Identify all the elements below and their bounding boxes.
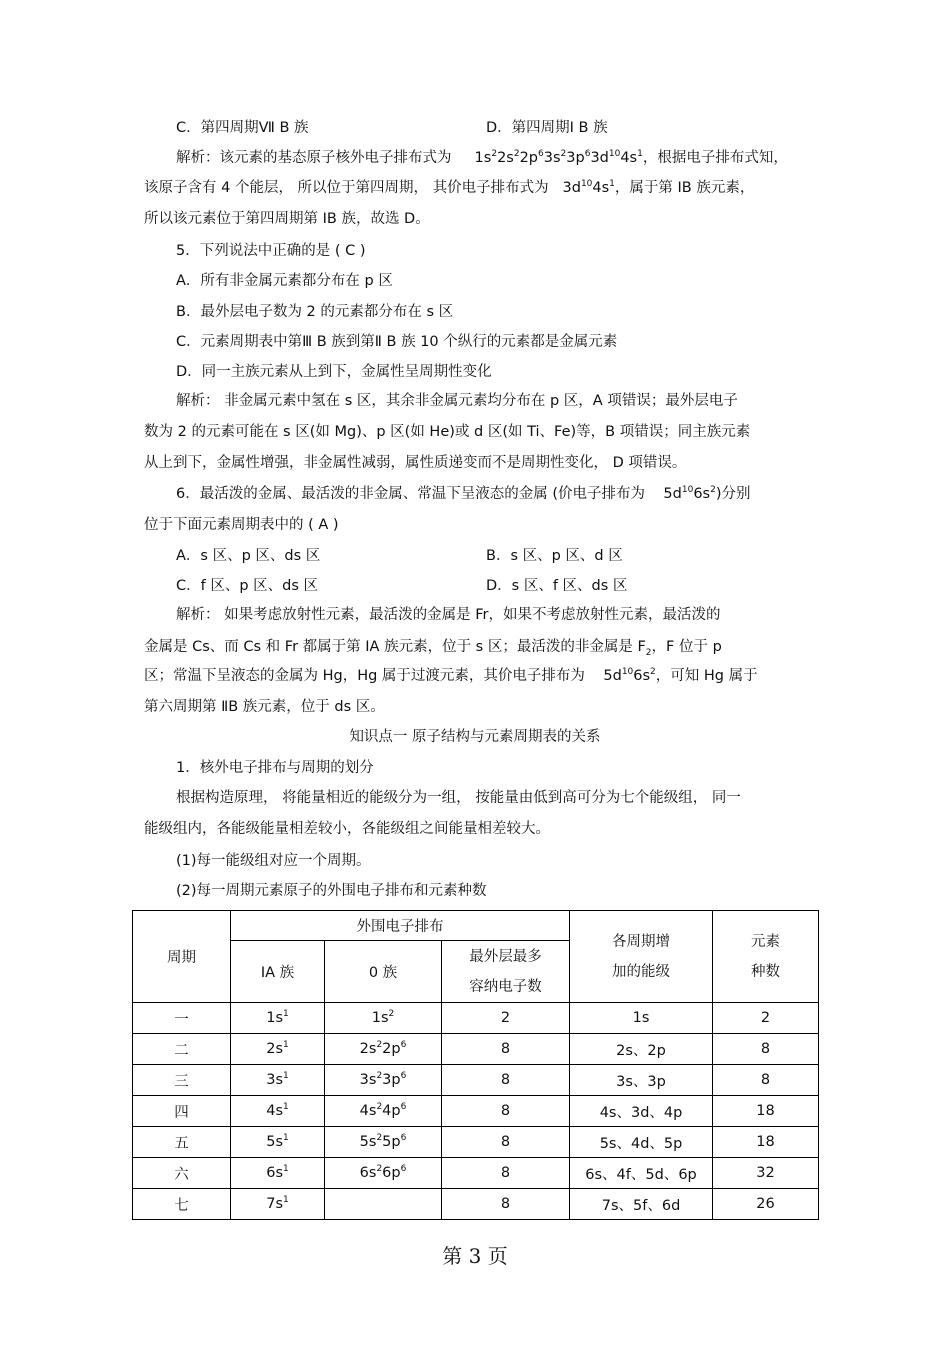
cell-period: 三 [133, 1065, 231, 1096]
header-period: 周期 [133, 911, 231, 1003]
cell-levels: 7s、5f、6d [570, 1189, 713, 1220]
cell-count: 2 [713, 1003, 819, 1034]
explanation-line: 从上到下，金属性增强，非金属性减弱，属性质递变而不是周期性变化， D 项错误。 [144, 455, 687, 471]
cell-ia-config: $1s^1$ [231, 1003, 325, 1034]
table-row [133, 1189, 819, 1220]
cell-max: 8 [442, 1034, 570, 1065]
explanation-line: 区；常温下呈液态的金属为 Hg，Hg 属于过渡元素，其价电子排布为 $5d^{10}6s^2$，可知 Hg 属于 [144, 667, 758, 684]
cell-count: 8 [713, 1065, 819, 1096]
cell-period: 七 [133, 1189, 231, 1220]
cell-zero-config: $1s^2$ [325, 1003, 442, 1034]
cell-zero-config: $5s^25p^6$ [325, 1127, 442, 1158]
subheading: 1．核外电子排布与周期的划分 [176, 760, 374, 776]
table-row [133, 1158, 819, 1189]
option-b: B．s 区、p 区、d 区 [486, 548, 623, 564]
cell-ia-config: $7s^1$ [231, 1189, 325, 1220]
option-d: D．同一主族元素从上到下，金属性呈周期性变化 [176, 364, 492, 380]
cell-zero-config: $3s^23p^6$ [325, 1065, 442, 1096]
option-d: D．第四周期Ⅰ B 族 [486, 120, 608, 136]
header-added-levels: 各周期增 加的能级 [570, 911, 713, 1003]
option-a: A．所有非金属元素都分布在 p 区 [176, 273, 393, 289]
cell-max: 8 [442, 1065, 570, 1096]
cell-ia-config: $2s^1$ [231, 1034, 325, 1065]
header-group-zero: 0 族 [325, 941, 442, 1003]
cell-max: 8 [442, 1189, 570, 1220]
explanation-line: 解析：该元素的基态原子核外电子排布式为 $1s^22s^22p^63s^23p^63d^{10}4s^1$，根据电子排布式知， [176, 149, 788, 166]
cell-ia-config: $3s^1$ [231, 1065, 325, 1096]
cell-period: 一 [133, 1003, 231, 1034]
cell-period: 六 [133, 1158, 231, 1189]
explanation-line: 解析： 非金属元素中氢在 s 区，其余非金属元素均分布在 p 区，A 项错误；最外层电子 [176, 393, 738, 409]
cell-zero-config: $4s^24p^6$ [325, 1096, 442, 1127]
cell-max: 8 [442, 1127, 570, 1158]
list-item: (1)每一能级组对应一个周期。 [176, 853, 371, 869]
header-max-electrons: 最外层最多 容纳电子数 [442, 941, 570, 1003]
explanation-line: 所以该元素位于第四周期第 ⅠB 族，故选 D。 [144, 211, 430, 227]
cell-period: 五 [133, 1127, 231, 1158]
cell-levels: 3s、3p [570, 1065, 713, 1096]
cell-period: 四 [133, 1096, 231, 1127]
section-title: 知识点一 原子结构与元素周期表的关系 [349, 729, 601, 745]
option-a: A．s 区、p 区、ds 区 [176, 548, 321, 564]
header-group-ia: ⅠA 族 [231, 941, 325, 1003]
table-row [133, 1096, 819, 1127]
cell-period: 二 [133, 1034, 231, 1065]
paragraph-line: 能级组内，各能级能量相差较小，各能级组之间能量相差较大。 [144, 821, 550, 837]
table-row [133, 1127, 819, 1158]
question-5-stem: 5．下列说法中正确的是 ( C ) [176, 243, 366, 259]
cell-zero-config: $2s^22p^6$ [325, 1034, 442, 1065]
cell-ia-config: $5s^1$ [231, 1127, 325, 1158]
cell-max: 2 [442, 1003, 570, 1034]
cell-zero-config: $6s^26p^6$ [325, 1158, 442, 1189]
option-c: C．f 区、p 区、ds 区 [176, 578, 319, 594]
table-row [133, 1034, 819, 1065]
explanation-line: 金属是 Cs、而 Cs 和 Fr 都属于第 ⅠA 族元素，位于 s 区；最活泼的非金属是 $F_2$，F 位于 p [144, 639, 722, 658]
cell-levels: 5s、4d、5p [570, 1127, 713, 1158]
cell-count: 26 [713, 1189, 819, 1220]
cell-zero-config [325, 1189, 442, 1220]
list-item: (2)每一周期元素原子的外围电子排布和元素种数 [176, 883, 487, 899]
explanation-line: 第六周期第 ⅡB 族元素，位于 ds 区。 [144, 699, 385, 715]
period-table [132, 910, 819, 1220]
cell-levels: 6s、4f、5d、6p [570, 1158, 713, 1189]
header-outer-config: 外围电子排布 [231, 911, 570, 941]
option-d: D．s 区、f 区、ds 区 [486, 578, 628, 594]
paragraph-line: 根据构造原理， 将能量相近的能级分为一组， 按能量由低到高可分为七个能级组， 同一 [176, 790, 741, 806]
option-c: C．元素周期表中第Ⅲ B 族到第Ⅱ B 族 10 个纵行的元素都是金属元素 [176, 334, 618, 350]
cell-count: 8 [713, 1034, 819, 1065]
cell-count: 32 [713, 1158, 819, 1189]
option-b: B．最外层电子数为 2 的元素都分布在 s 区 [176, 304, 454, 320]
cell-ia-config: $6s^1$ [231, 1158, 325, 1189]
explanation-line: 数为 2 的元素可能在 s 区(如 Mg)、p 区(如 He)或 d 区(如 Ti、Fe)等，B 项错误；同主族元素 [144, 424, 751, 440]
page-number: 第 3 页 [442, 1244, 508, 1268]
option-c: C．第四周期Ⅶ B 族 [176, 120, 309, 136]
cell-ia-config: $4s^1$ [231, 1096, 325, 1127]
explanation-line: 该原子含有 4 个能层， 所以位于第四周期， 其价电子排布式为 $3d^{10}4s^1$，属于第 ⅠB 族元素， [144, 179, 755, 196]
question-6-stem: 位于下面元素周期表中的 ( A ) [144, 517, 339, 533]
cell-count: 18 [713, 1096, 819, 1127]
cell-max: 8 [442, 1096, 570, 1127]
cell-levels: 1s [570, 1003, 713, 1034]
table-row [133, 1065, 819, 1096]
cell-max: 8 [442, 1158, 570, 1189]
cell-levels: 2s、2p [570, 1034, 713, 1065]
question-6-stem: 6．最活泼的金属、最活泼的非金属、常温下呈液态的金属 (价电子排布为 $5d^{10}6s^2$)分别 [176, 485, 751, 502]
header-element-count: 元素 种数 [713, 911, 819, 1003]
explanation-line: 解析： 如果考虑放射性元素，最活泼的金属是 Fr，如果不考虑放射性元素，最活泼的 [176, 607, 721, 623]
cell-levels: 4s、3d、4p [570, 1096, 713, 1127]
cell-count: 18 [713, 1127, 819, 1158]
table-row [133, 1003, 819, 1034]
